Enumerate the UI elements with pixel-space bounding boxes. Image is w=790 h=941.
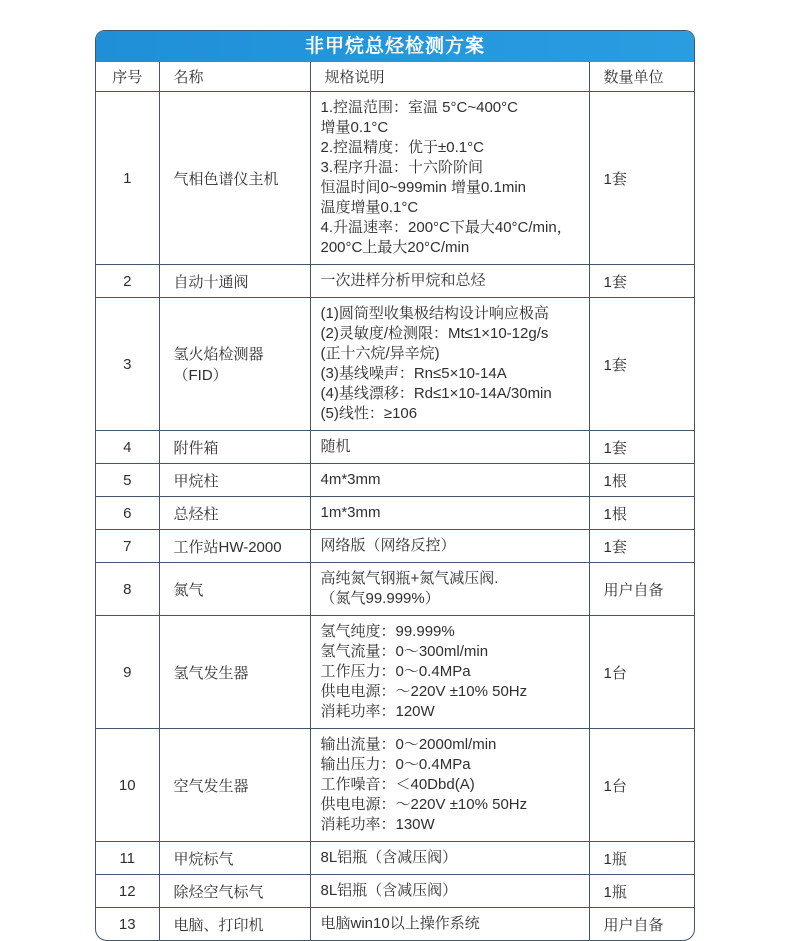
spec-table xyxy=(96,62,695,940)
table-row xyxy=(96,265,695,298)
spec-line: 1m*3mm xyxy=(320,504,381,521)
spec-line: 工作噪音：＜40Dbd(A) xyxy=(320,776,475,793)
cell-spec xyxy=(310,298,589,431)
cell-name: 附件箱 xyxy=(159,431,310,464)
table-row xyxy=(96,464,695,497)
cell-name: 氢气发生器 xyxy=(159,616,310,729)
cell-name: 总烃柱 xyxy=(159,497,310,530)
cell-quantity: 1台 xyxy=(589,616,695,729)
cell-spec xyxy=(310,265,589,298)
spec-line: 工作压力：0～0.4MPa xyxy=(320,663,471,680)
spec-line: 3.程序升温：十六阶阶间 xyxy=(320,159,484,176)
spec-line: 4m*3mm xyxy=(320,471,381,488)
cell-serial: 6 xyxy=(96,497,159,530)
spec-line: (5)线性：≥106 xyxy=(320,405,418,422)
cell-spec xyxy=(310,530,589,563)
cell-spec xyxy=(310,729,589,842)
spec-line: 消耗功率：130W xyxy=(320,816,435,833)
cell-spec xyxy=(310,616,589,729)
cell-serial: 1 xyxy=(96,92,159,265)
cell-quantity: 1瓶 xyxy=(589,842,695,875)
cell-name: 工作站HW-2000 xyxy=(159,530,310,563)
spec-line: 8L铝瓶（含减压阀） xyxy=(320,882,458,899)
spec-line: 供电电源：～220V ±10% 50Hz xyxy=(320,683,528,700)
spec-line: 恒温时间0~999min 增量0.1min xyxy=(320,179,526,196)
header-serial: 序号 xyxy=(112,69,143,86)
spec-line: 输出压力：0～0.4MPa xyxy=(320,756,471,773)
detection-plan-panel xyxy=(95,30,695,941)
spec-line: 消耗功率：120W xyxy=(320,703,435,720)
cell-serial: 11 xyxy=(96,842,159,875)
cell-serial: 7 xyxy=(96,530,159,563)
cell-name: 自动十通阀 xyxy=(159,265,310,298)
spec-line: 氢气纯度：99.999% xyxy=(320,623,455,640)
cell-quantity: 用户自备 xyxy=(589,908,695,941)
header-quantity: 数量单位 xyxy=(589,62,695,92)
cell-name: 氮气 xyxy=(159,563,310,616)
cell-spec xyxy=(310,431,589,464)
cell-spec xyxy=(310,563,589,616)
cell-serial: 4 xyxy=(96,431,159,464)
table-row xyxy=(96,729,695,842)
spec-line: 随机 xyxy=(320,438,351,455)
cell-name: 甲烷标气 xyxy=(159,842,310,875)
spec-line: 网络版（网络反控） xyxy=(320,537,456,554)
cell-quantity: 1套 xyxy=(589,530,695,563)
table-title: 非甲烷总烃检测方案 xyxy=(96,31,694,62)
table-row xyxy=(96,92,695,265)
cell-name: 氢火焰检测器（FID） xyxy=(159,298,310,431)
spec-line: 供电电源：～220V ±10% 50Hz xyxy=(320,796,528,813)
spec-line: （氮气99.999%） xyxy=(320,590,440,607)
cell-quantity: 1根 xyxy=(589,497,695,530)
cell-name: 气相色谱仪主机 xyxy=(159,92,310,265)
cell-quantity: 1套 xyxy=(589,298,695,431)
table-row xyxy=(96,298,695,431)
spec-line: (正十六烷/异辛烷) xyxy=(320,345,440,362)
cell-quantity: 1套 xyxy=(589,92,695,265)
cell-serial: 8 xyxy=(96,563,159,616)
cell-spec xyxy=(310,497,589,530)
table-row xyxy=(96,842,695,875)
cell-quantity: 用户自备 xyxy=(589,563,695,616)
cell-serial: 5 xyxy=(96,464,159,497)
table-row xyxy=(96,431,695,464)
cell-quantity: 1台 xyxy=(589,729,695,842)
spec-line: 温度增量0.1°C xyxy=(320,199,419,216)
table-row xyxy=(96,563,695,616)
cell-serial: 3 xyxy=(96,298,159,431)
cell-spec xyxy=(310,875,589,908)
header-spec: 规格说明 xyxy=(310,62,589,92)
table-header xyxy=(96,62,695,92)
table-body xyxy=(96,92,695,941)
spec-line: 输出流量：0～2000ml/min xyxy=(320,736,497,753)
table-row xyxy=(96,530,695,563)
spec-line: 高纯氮气钢瓶+氮气减压阀. xyxy=(320,570,499,587)
cell-name: 电脑、打印机 xyxy=(159,908,310,941)
cell-spec xyxy=(310,908,589,941)
header-row xyxy=(96,62,695,92)
cell-spec xyxy=(310,842,589,875)
spec-line: 氢气流量：0～300ml/min xyxy=(320,643,489,660)
cell-name: 除烃空气标气 xyxy=(159,875,310,908)
spec-line: 4.升温速率：200°C下最大40°C/min， xyxy=(320,219,572,236)
table-row xyxy=(96,908,695,941)
header-name: 名称 xyxy=(159,62,310,92)
cell-name: 空气发生器 xyxy=(159,729,310,842)
spec-line: 200°C上最大20°C/min xyxy=(320,239,470,256)
spec-line: (2)灵敏度/检测限：Mt≤1×10-12g/s xyxy=(320,325,549,342)
spec-line: 一次进样分析甲烷和总烃 xyxy=(320,272,486,289)
spec-line: 8L铝瓶（含减压阀） xyxy=(320,849,458,866)
spec-line: (4)基线漂移：Rd≤1×10-14A/30min xyxy=(320,385,552,402)
cell-serial: 2 xyxy=(96,265,159,298)
cell-name: 甲烷柱 xyxy=(159,464,310,497)
spec-line: 电脑win10以上操作系统 xyxy=(320,915,480,932)
cell-quantity: 1瓶 xyxy=(589,875,695,908)
cell-serial: 13 xyxy=(96,908,159,941)
spec-line: 增量0.1°C xyxy=(320,119,389,136)
cell-spec xyxy=(310,92,589,265)
spec-line: 2.控温精度：优于±0.1°C xyxy=(320,139,484,156)
spec-line: 1.控温范围：室温 5°C~400°C xyxy=(320,99,518,116)
cell-quantity: 1套 xyxy=(589,265,695,298)
cell-serial: 12 xyxy=(96,875,159,908)
table-row xyxy=(96,875,695,908)
cell-serial: 9 xyxy=(96,616,159,729)
spec-line: (1)圆筒型收集极结构设计响应极高 xyxy=(320,305,549,322)
cell-quantity: 1套 xyxy=(589,431,695,464)
cell-spec xyxy=(310,464,589,497)
table-row xyxy=(96,497,695,530)
spec-line: (3)基线噪声：Rn≤5×10-14A xyxy=(320,365,507,382)
cell-quantity: 1根 xyxy=(589,464,695,497)
cell-serial: 10 xyxy=(96,729,159,842)
table-row xyxy=(96,616,695,729)
